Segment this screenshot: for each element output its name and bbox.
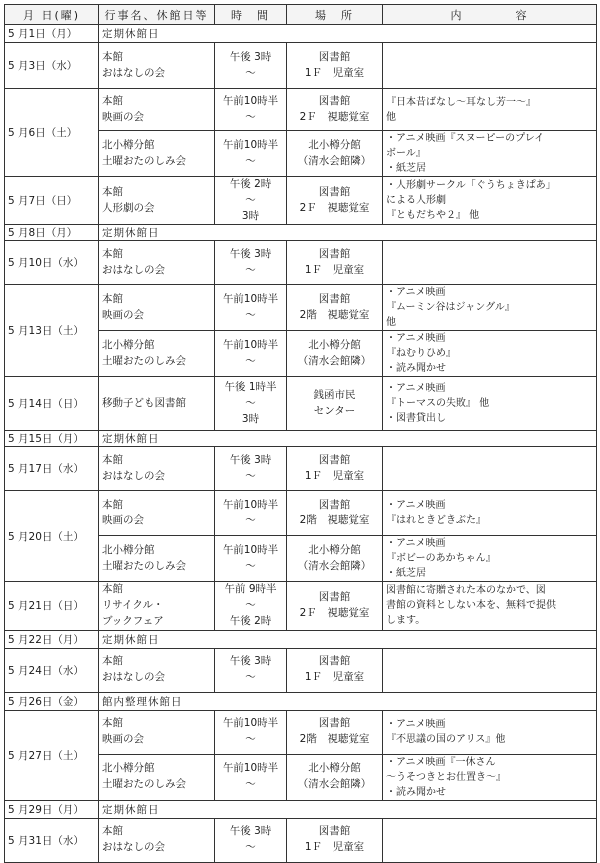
header-place: 場 所 bbox=[287, 5, 383, 25]
content-cell: ・アニメ映画 『不思議の国のアリス』他 bbox=[383, 710, 597, 754]
place-cell: 北小樽分館 （清水会館隣） bbox=[287, 331, 383, 377]
table-row bbox=[5, 491, 597, 536]
date-cell: 5 月29日（月） bbox=[5, 800, 99, 818]
table-row bbox=[5, 177, 597, 225]
date-cell: 5 月8日（月） bbox=[5, 225, 99, 241]
content-cell bbox=[383, 818, 597, 862]
closed-cell: 定期休館日 bbox=[99, 25, 597, 43]
place-cell: 図書館 2階 視聴覚室 bbox=[287, 285, 383, 331]
time-cell: 午前10時半 ～ bbox=[215, 710, 287, 754]
event-cell: 本館 おはなしの会 bbox=[99, 447, 215, 491]
content-cell: ・人形劇サークル「ぐうちょきぱあ」 による人形劇 『ともだちや２』 他 bbox=[383, 177, 597, 225]
closed-cell: 定期休館日 bbox=[99, 431, 597, 447]
date-cell: 5 月17日（水） bbox=[5, 447, 99, 491]
table-row bbox=[5, 582, 597, 630]
place-cell: 図書館 2Ｆ 視聴覚室 bbox=[287, 177, 383, 225]
date-cell: 5 月3日（水） bbox=[5, 43, 99, 89]
table-row bbox=[5, 447, 597, 491]
header-row bbox=[5, 5, 597, 25]
date-cell: 5 月27日（土） bbox=[5, 710, 99, 800]
closed-cell: 定期休館日 bbox=[99, 630, 597, 648]
schedule-body bbox=[5, 25, 597, 863]
schedule-table bbox=[4, 4, 597, 863]
table-row bbox=[5, 25, 597, 43]
date-cell: 5 月20日（土） bbox=[5, 491, 99, 582]
date-cell: 5 月31日（水） bbox=[5, 818, 99, 862]
time-cell: 午前10時半 ～ bbox=[215, 754, 287, 800]
table-row bbox=[5, 377, 597, 431]
content-cell: ・アニメ映画『一休さん ～うそつきとお仕置き～』 ・読み聞かせ bbox=[383, 754, 597, 800]
event-cell: 移動子ども図書館 bbox=[99, 377, 215, 431]
event-cell: 本館 おはなしの会 bbox=[99, 818, 215, 862]
time-cell: 午前10時半 ～ bbox=[215, 131, 287, 177]
time-cell: 午後 2時 ～ 3時 bbox=[215, 177, 287, 225]
place-cell: 銭函市民 センター bbox=[287, 377, 383, 431]
content-cell: ・アニメ映画 『はれときどきぶた』 bbox=[383, 491, 597, 536]
time-cell: 午前 9時半 ～ 午後 2時 bbox=[215, 582, 287, 630]
content-cell bbox=[383, 648, 597, 692]
date-cell: 5 月21日（日） bbox=[5, 582, 99, 630]
header-time: 時 間 bbox=[215, 5, 287, 25]
table-row bbox=[5, 431, 597, 447]
table-row bbox=[5, 285, 597, 331]
closed-cell: 定期休館日 bbox=[99, 800, 597, 818]
date-cell: 5 月24日（水） bbox=[5, 648, 99, 692]
time-cell: 午後 3時 ～ bbox=[215, 43, 287, 89]
content-cell: ・アニメ映画 『ムーミン谷はジャングル』 他 bbox=[383, 285, 597, 331]
time-cell: 午前10時半 ～ bbox=[215, 285, 287, 331]
event-cell: 本館 おはなしの会 bbox=[99, 43, 215, 89]
place-cell: 図書館 2階 視聴覚室 bbox=[287, 491, 383, 536]
date-cell: 5 月14日（日） bbox=[5, 377, 99, 431]
table-row bbox=[5, 692, 597, 710]
event-cell: 北小樽分館 土曜おたのしみ会 bbox=[99, 536, 215, 582]
time-cell: 午後 3時 ～ bbox=[215, 447, 287, 491]
place-cell: 北小樽分館 （清水会館隣） bbox=[287, 536, 383, 582]
content-cell: ・アニメ映画『スヌーピーのプレイ ボール』 ・紙芝居 bbox=[383, 131, 597, 177]
place-cell: 図書館 2階 視聴覚室 bbox=[287, 710, 383, 754]
event-cell: 本館 人形劇の会 bbox=[99, 177, 215, 225]
place-cell: 北小樽分館 （清水会館隣） bbox=[287, 754, 383, 800]
closed-cell: 定期休館日 bbox=[99, 225, 597, 241]
place-cell: 図書館 1Ｆ 児童室 bbox=[287, 447, 383, 491]
content-cell: 図書館に寄贈された本のなかで、図 書館の資料としない本を、無料で提供 します。 bbox=[383, 582, 597, 630]
table-row bbox=[5, 225, 597, 241]
header-date: 月 日(曜) bbox=[5, 5, 99, 25]
date-cell: 5 月10日（水） bbox=[5, 241, 99, 285]
header-event: 行事名、休館日等 bbox=[99, 5, 215, 25]
place-cell: 図書館 1Ｆ 児童室 bbox=[287, 818, 383, 862]
table-row bbox=[5, 800, 597, 818]
event-cell: 本館 映画の会 bbox=[99, 89, 215, 131]
date-cell: 5 月22日（月） bbox=[5, 630, 99, 648]
event-cell: 北小樽分館 土曜おたのしみ会 bbox=[99, 754, 215, 800]
event-cell: 本館 映画の会 bbox=[99, 710, 215, 754]
time-cell: 午前10時半 ～ bbox=[215, 89, 287, 131]
place-cell: 図書館 1Ｆ 児童室 bbox=[287, 43, 383, 89]
event-cell: 本館 映画の会 bbox=[99, 285, 215, 331]
event-cell: 北小樽分館 土曜おたのしみ会 bbox=[99, 331, 215, 377]
time-cell: 午前10時半 ～ bbox=[215, 536, 287, 582]
table-row bbox=[5, 818, 597, 862]
date-cell: 5 月15日（月） bbox=[5, 431, 99, 447]
time-cell: 午後 1時半 ～ 3時 bbox=[215, 377, 287, 431]
date-cell: 5 月1日（月） bbox=[5, 25, 99, 43]
content-cell: ・アニメ映画 『トーマスの失敗』 他 ・図書貸出し bbox=[383, 377, 597, 431]
table-row bbox=[5, 710, 597, 754]
content-cell bbox=[383, 43, 597, 89]
table-row bbox=[5, 630, 597, 648]
time-cell: 午前10時半 ～ bbox=[215, 491, 287, 536]
event-cell: 本館 おはなしの会 bbox=[99, 241, 215, 285]
content-cell bbox=[383, 447, 597, 491]
event-cell: 北小樽分館 土曜おたのしみ会 bbox=[99, 131, 215, 177]
table-row bbox=[5, 241, 597, 285]
date-cell: 5 月6日（土） bbox=[5, 89, 99, 177]
time-cell: 午後 3時 ～ bbox=[215, 818, 287, 862]
time-cell: 午後 3時 ～ bbox=[215, 241, 287, 285]
date-cell: 5 月7日（日） bbox=[5, 177, 99, 225]
time-cell: 午後 3時 ～ bbox=[215, 648, 287, 692]
place-cell: 図書館 1Ｆ 児童室 bbox=[287, 241, 383, 285]
event-cell: 本館 おはなしの会 bbox=[99, 648, 215, 692]
closed-cell: 館内整理休館日 bbox=[99, 692, 597, 710]
table-row bbox=[5, 89, 597, 131]
content-cell: 『日本昔ばなし～耳なし芳一～』 他 bbox=[383, 89, 597, 131]
event-cell: 本館 映画の会 bbox=[99, 491, 215, 536]
content-cell: ・アニメ映画 『ボビーのあかちゃん』 ・紙芝居 bbox=[383, 536, 597, 582]
event-cell: 本館 リサイクル・ ブックフェア bbox=[99, 582, 215, 630]
place-cell: 図書館 1Ｆ 児童室 bbox=[287, 648, 383, 692]
date-cell: 5 月26日（金） bbox=[5, 692, 99, 710]
place-cell: 北小樽分館 （清水会館隣） bbox=[287, 131, 383, 177]
content-cell bbox=[383, 241, 597, 285]
place-cell: 図書館 2Ｆ 視聴覚室 bbox=[287, 89, 383, 131]
table-row bbox=[5, 43, 597, 89]
time-cell: 午前10時半 ～ bbox=[215, 331, 287, 377]
date-cell: 5 月13日（土） bbox=[5, 285, 99, 377]
place-cell: 図書館 2Ｆ 視聴覚室 bbox=[287, 582, 383, 630]
header-content: 内 容 bbox=[383, 5, 597, 25]
content-cell: ・アニメ映画 『ねむりひめ』 ・読み聞かせ bbox=[383, 331, 597, 377]
table-row bbox=[5, 648, 597, 692]
